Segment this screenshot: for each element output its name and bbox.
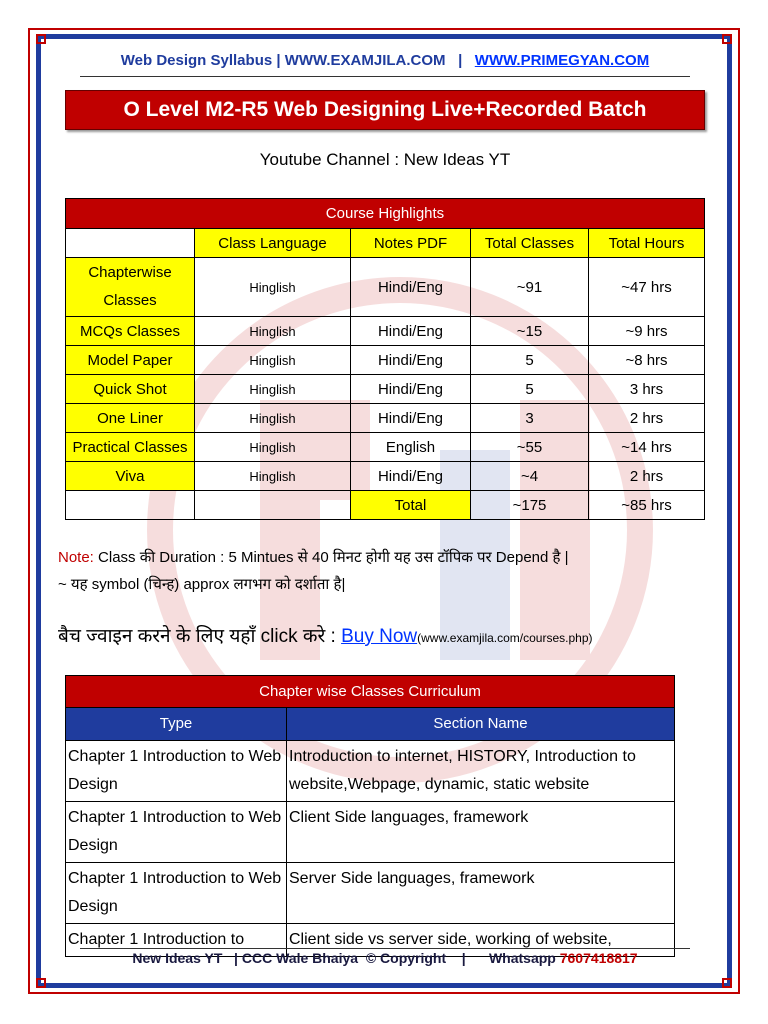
cell-classes: ~15 [471, 317, 589, 346]
cell-lang: Hinglish [195, 346, 351, 375]
page-footer [80, 950, 690, 966]
footer-divider [80, 948, 690, 949]
table-row [66, 462, 705, 491]
row-label: Viva [66, 462, 195, 491]
row-label: MCQs Classes [66, 317, 195, 346]
cell-section: Introduction to internet, HISTORY, Introduction to website,Webpage, dynamic, static website [287, 741, 675, 802]
cell-type: Chapter 1 Introduction to [66, 924, 287, 957]
buy-now-line [58, 622, 593, 648]
buy-prefix: बैच ज्वाइन करने के लिए यहाँ click करे : [58, 626, 342, 647]
header-title: Web Design Syllabus | WWW.EXAMJILA.COM [120, 52, 446, 69]
buy-now-link[interactable]: Buy Now [341, 626, 418, 647]
table-row [66, 258, 705, 317]
cell-section: Client Side languages, framework [287, 802, 675, 863]
table-header-cell: Total Classes [471, 229, 589, 258]
cell-hours: 2 hrs [589, 462, 705, 491]
row-label: Chapterwise Classes [66, 258, 195, 317]
youtube-channel: Youtube Channel : New Ideas YT [259, 150, 511, 169]
note-line-2: ~ यह symbol (चिन्ह) approx लगभग को दर्शाता है| [58, 576, 346, 593]
cell-section: Client side vs server side, working of website, [287, 924, 675, 957]
cell-notes: Hindi/Eng [351, 462, 471, 491]
batch-banner: O Level M2-R5 Web Designing Live+Recorded Batch [65, 90, 705, 130]
table-row [66, 863, 675, 924]
total-hours: ~85 hrs [589, 491, 705, 520]
cell-type: Chapter 1 Introduction to Web Design [66, 741, 287, 802]
row-label: Quick Shot [66, 375, 195, 404]
table-row [66, 404, 705, 433]
table-row [66, 346, 705, 375]
cell-classes: 5 [471, 375, 589, 404]
empty-cell [66, 491, 195, 520]
note-label: Note: [58, 549, 94, 566]
cell-hours: ~47 hrs [589, 258, 705, 317]
cell-notes: English [351, 433, 471, 462]
cell-lang: Hinglish [195, 433, 351, 462]
cell-section: Server Side languages, framework [287, 863, 675, 924]
curriculum-table [65, 675, 675, 957]
total-classes: ~175 [471, 491, 589, 520]
total-label: Total [351, 491, 471, 520]
cell-classes: ~91 [471, 258, 589, 317]
table-row [66, 802, 675, 863]
cell-hours: ~9 hrs [589, 317, 705, 346]
corner-ornament [36, 978, 46, 988]
note-line-1: Class की Duration : 5 Mintues से 40 मिनट होगी यह उस टॉपिक पर Depend है | [93, 549, 569, 566]
total-row [66, 491, 705, 520]
cell-lang: Hinglish [195, 462, 351, 491]
cell-lang: Hinglish [195, 404, 351, 433]
table-row [66, 741, 675, 802]
header-separator: | [458, 52, 463, 69]
cell-lang: Hinglish [195, 375, 351, 404]
corner-ornament [722, 34, 732, 44]
table-header-cell: Class Language [195, 229, 351, 258]
cell-classes: 3 [471, 404, 589, 433]
table-header-cell: Type [66, 708, 287, 741]
cell-hours: ~14 hrs [589, 433, 705, 462]
cell-classes: ~55 [471, 433, 589, 462]
cell-classes: 5 [471, 346, 589, 375]
page-header [80, 52, 690, 76]
footer-text: New Ideas YT | CCC Wale Bhaiya © Copyright | Whatsapp [132, 950, 560, 966]
cell-notes: Hindi/Eng [351, 317, 471, 346]
corner-ornament [722, 978, 732, 988]
whatsapp-number: 7607418817 [559, 950, 638, 966]
table-caption: Chapter wise Classes Curriculum [66, 676, 675, 708]
cell-classes: ~4 [471, 462, 589, 491]
row-label: Practical Classes [66, 433, 195, 462]
row-label: One Liner [66, 404, 195, 433]
table-header-cell: Section Name [287, 708, 675, 741]
cell-notes: Hindi/Eng [351, 375, 471, 404]
table-row [66, 375, 705, 404]
table-row [66, 317, 705, 346]
table-header-cell [66, 229, 195, 258]
cell-hours: 2 hrs [589, 404, 705, 433]
cell-type: Chapter 1 Introduction to Web Design [66, 802, 287, 863]
header-divider [80, 76, 690, 77]
table-row [66, 433, 705, 462]
courses-url[interactable]: (www.examjila.com/courses.php) [417, 631, 593, 645]
empty-cell [195, 491, 351, 520]
table-caption: Course Highlights [66, 199, 705, 229]
table-header-cell: Total Hours [589, 229, 705, 258]
cell-notes: Hindi/Eng [351, 346, 471, 375]
cell-hours: 3 hrs [589, 375, 705, 404]
corner-ornament [36, 34, 46, 44]
cell-notes: Hindi/Eng [351, 258, 471, 317]
cell-type: Chapter 1 Introduction to Web Design [66, 863, 287, 924]
primegyan-link[interactable]: WWW.PRIMEGYAN.COM [474, 52, 650, 69]
cell-notes: Hindi/Eng [351, 404, 471, 433]
table-header-cell: Notes PDF [351, 229, 471, 258]
cell-hours: ~8 hrs [589, 346, 705, 375]
cell-lang: Hinglish [195, 258, 351, 317]
course-highlights-table [65, 198, 705, 520]
row-label: Model Paper [66, 346, 195, 375]
cell-lang: Hinglish [195, 317, 351, 346]
duration-note [58, 544, 569, 598]
